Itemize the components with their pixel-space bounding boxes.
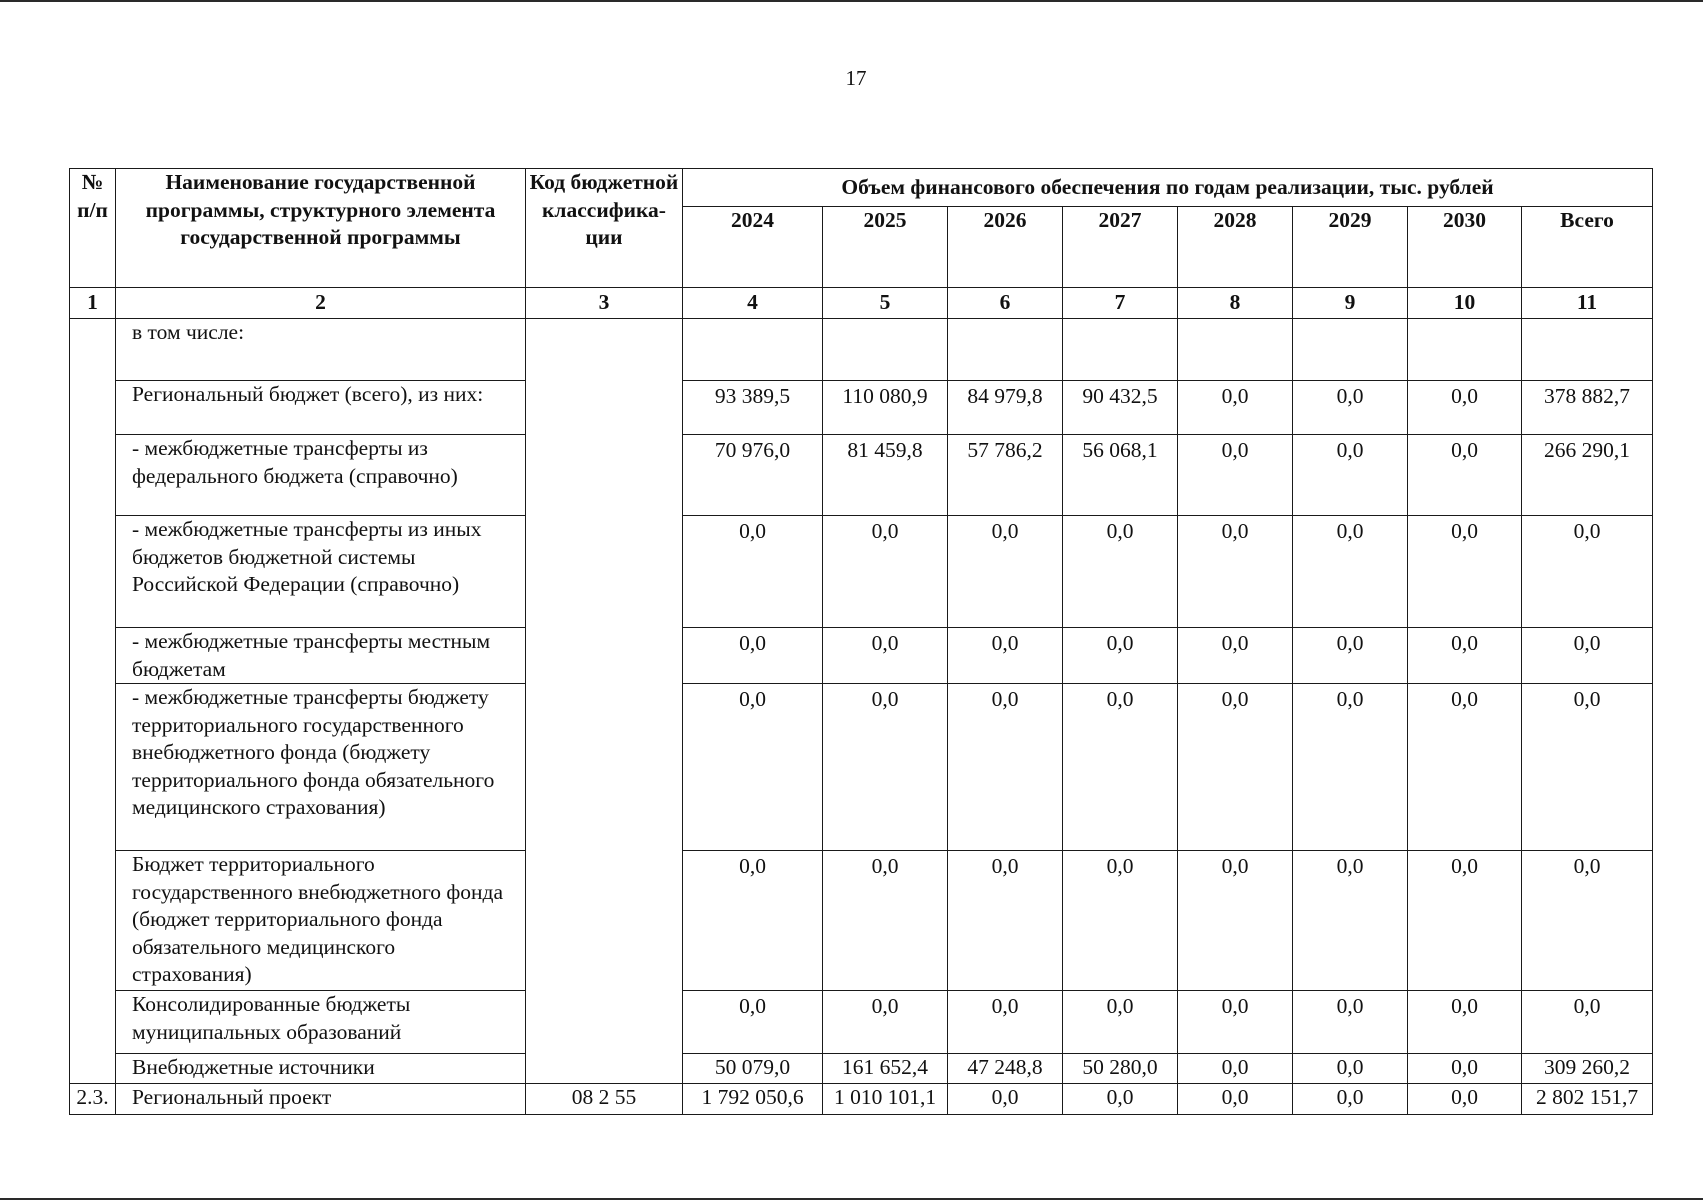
- header-row-1: [70, 169, 1653, 207]
- value-cell: 0,0: [1178, 628, 1293, 684]
- value-cell: 57 786,2: [948, 435, 1063, 516]
- scan-top-edge: [0, 0, 1703, 2]
- value-cell: 0,0: [1293, 381, 1408, 435]
- column-number: 6: [948, 288, 1063, 319]
- value-cell: 84 979,8: [948, 381, 1063, 435]
- value-cell: 0,0: [1522, 991, 1653, 1054]
- row-name: - межбюджетные трансферты бюджету территориального государственного внебюджетного фонда (бюджету территориального фонда обязательного медицинского страхования): [116, 684, 526, 851]
- value-cell: 0,0: [1063, 628, 1178, 684]
- header-code: Код бюджетной классифика-ции: [526, 169, 683, 288]
- value-cell: 0,0: [1178, 1054, 1293, 1084]
- value-cell: 0,0: [1293, 516, 1408, 628]
- value-cell: 0,0: [1293, 684, 1408, 851]
- value-cell: 0,0: [1063, 991, 1178, 1054]
- value-cell: 2 802 151,7: [1522, 1084, 1653, 1115]
- row-name: Региональный проект: [116, 1084, 526, 1115]
- row-index: 2.3.: [70, 1084, 116, 1115]
- value-cell: [823, 319, 948, 381]
- value-cell: 0,0: [1522, 684, 1653, 851]
- value-cell: 0,0: [1408, 991, 1522, 1054]
- header-total: Всего: [1522, 207, 1653, 288]
- column-number: 8: [1178, 288, 1293, 319]
- value-cell: 0,0: [823, 684, 948, 851]
- value-cell: [1063, 319, 1178, 381]
- value-cell: 0,0: [1178, 991, 1293, 1054]
- table-row: [70, 435, 1653, 516]
- header-year: 2026: [948, 207, 1063, 288]
- header-funding-group: Объем финансового обеспечения по годам реализации, тыс. рублей: [683, 169, 1653, 207]
- column-number: 7: [1063, 288, 1178, 319]
- column-number: 2: [116, 288, 526, 319]
- value-cell: 378 882,7: [1522, 381, 1653, 435]
- value-cell: 0,0: [1293, 435, 1408, 516]
- value-cell: 0,0: [1408, 1054, 1522, 1084]
- value-cell: [1408, 319, 1522, 381]
- row-code: 08 2 55: [526, 1084, 683, 1115]
- table-row: [70, 381, 1653, 435]
- value-cell: 81 459,8: [823, 435, 948, 516]
- page-number: 17: [845, 66, 867, 90]
- value-cell: 0,0: [1178, 516, 1293, 628]
- value-cell: 0,0: [1293, 991, 1408, 1054]
- value-cell: 0,0: [1522, 516, 1653, 628]
- value-cell: 309 260,2: [1522, 1054, 1653, 1084]
- row-name: - межбюджетные трансферты местным бюджетам: [116, 628, 526, 684]
- value-cell: 0,0: [948, 851, 1063, 991]
- row-name: в том числе:: [116, 319, 526, 381]
- column-number: 10: [1408, 288, 1522, 319]
- value-cell: 0,0: [823, 991, 948, 1054]
- value-cell: 56 068,1: [1063, 435, 1178, 516]
- value-cell: 0,0: [1408, 628, 1522, 684]
- value-cell: 0,0: [1293, 1054, 1408, 1084]
- column-number: 5: [823, 288, 948, 319]
- table-row: [70, 991, 1653, 1054]
- value-cell: 161 652,4: [823, 1054, 948, 1084]
- header-year: 2029: [1293, 207, 1408, 288]
- value-cell: 70 976,0: [683, 435, 823, 516]
- value-cell: 0,0: [1293, 1084, 1408, 1115]
- table-row: [70, 851, 1653, 991]
- value-cell: 0,0: [683, 628, 823, 684]
- value-cell: 93 389,5: [683, 381, 823, 435]
- table-row: [70, 684, 1653, 851]
- row-name: Бюджет территориального государственного внебюджетного фонда (бюджет территориального фонда обязательного медицинского страхования): [116, 851, 526, 991]
- row-name: Консолидированные бюджеты муниципальных образований: [116, 991, 526, 1054]
- value-cell: 0,0: [1522, 628, 1653, 684]
- value-cell: 0,0: [823, 516, 948, 628]
- value-cell: 0,0: [683, 516, 823, 628]
- value-cell: 110 080,9: [823, 381, 948, 435]
- value-cell: [948, 319, 1063, 381]
- value-cell: 0,0: [1063, 516, 1178, 628]
- value-cell: 0,0: [1408, 516, 1522, 628]
- value-cell: 0,0: [948, 991, 1063, 1054]
- header-year: 2028: [1178, 207, 1293, 288]
- header-year: 2025: [823, 207, 948, 288]
- value-cell: 0,0: [948, 1084, 1063, 1115]
- value-cell: 0,0: [1293, 628, 1408, 684]
- value-cell: 50 280,0: [1063, 1054, 1178, 1084]
- column-number: 4: [683, 288, 823, 319]
- value-cell: 0,0: [948, 684, 1063, 851]
- value-cell: 0,0: [1293, 851, 1408, 991]
- value-cell: 0,0: [1408, 381, 1522, 435]
- column-number: 3: [526, 288, 683, 319]
- value-cell: [1522, 319, 1653, 381]
- value-cell: 0,0: [1178, 381, 1293, 435]
- table-row-regional-project: [70, 1084, 1653, 1115]
- column-number: 1: [70, 288, 116, 319]
- value-cell: 0,0: [1063, 851, 1178, 991]
- header-num: № п/п: [70, 169, 116, 288]
- row-name: Региональный бюджет (всего), из них:: [116, 381, 526, 435]
- column-number: 11: [1522, 288, 1653, 319]
- value-cell: 0,0: [1178, 435, 1293, 516]
- value-cell: 0,0: [823, 851, 948, 991]
- code-cell-empty: [526, 319, 683, 1084]
- value-cell: 0,0: [683, 991, 823, 1054]
- value-cell: 0,0: [1063, 684, 1178, 851]
- value-cell: 47 248,8: [948, 1054, 1063, 1084]
- header-year: 2024: [683, 207, 823, 288]
- value-cell: 0,0: [1408, 684, 1522, 851]
- header-name: Наименование государственной программы, структурного элемента государственной программы: [116, 169, 526, 288]
- value-cell: 0,0: [1408, 1084, 1522, 1115]
- value-cell: 1 792 050,6: [683, 1084, 823, 1115]
- value-cell: 0,0: [823, 628, 948, 684]
- value-cell: [683, 319, 823, 381]
- value-cell: 0,0: [948, 628, 1063, 684]
- value-cell: 0,0: [1408, 435, 1522, 516]
- value-cell: 266 290,1: [1522, 435, 1653, 516]
- table-row: [70, 516, 1653, 628]
- row-name: - межбюджетные трансферты из иных бюджетов бюджетной системы Российской Федерации (справочно): [116, 516, 526, 628]
- column-number-row: [70, 288, 1653, 319]
- index-cell-empty: [70, 319, 116, 1084]
- value-cell: 0,0: [1178, 1084, 1293, 1115]
- value-cell: 0,0: [683, 851, 823, 991]
- value-cell: 0,0: [683, 684, 823, 851]
- row-name: - межбюджетные трансферты из федерального бюджета (справочно): [116, 435, 526, 516]
- column-number: 9: [1293, 288, 1408, 319]
- table-row: [70, 628, 1653, 684]
- value-cell: 50 079,0: [683, 1054, 823, 1084]
- header-year: 2027: [1063, 207, 1178, 288]
- table-row: [70, 319, 1653, 381]
- value-cell: [1293, 319, 1408, 381]
- budget-table: [69, 168, 1653, 1115]
- value-cell: 0,0: [1178, 851, 1293, 991]
- table-row: [70, 1054, 1653, 1084]
- value-cell: 0,0: [948, 516, 1063, 628]
- header-year: 2030: [1408, 207, 1522, 288]
- value-cell: 0,0: [1522, 851, 1653, 991]
- row-name: Внебюджетные источники: [116, 1054, 526, 1084]
- value-cell: 90 432,5: [1063, 381, 1178, 435]
- value-cell: 0,0: [1063, 1084, 1178, 1115]
- value-cell: [1178, 319, 1293, 381]
- value-cell: 1 010 101,1: [823, 1084, 948, 1115]
- value-cell: 0,0: [1178, 684, 1293, 851]
- value-cell: 0,0: [1408, 851, 1522, 991]
